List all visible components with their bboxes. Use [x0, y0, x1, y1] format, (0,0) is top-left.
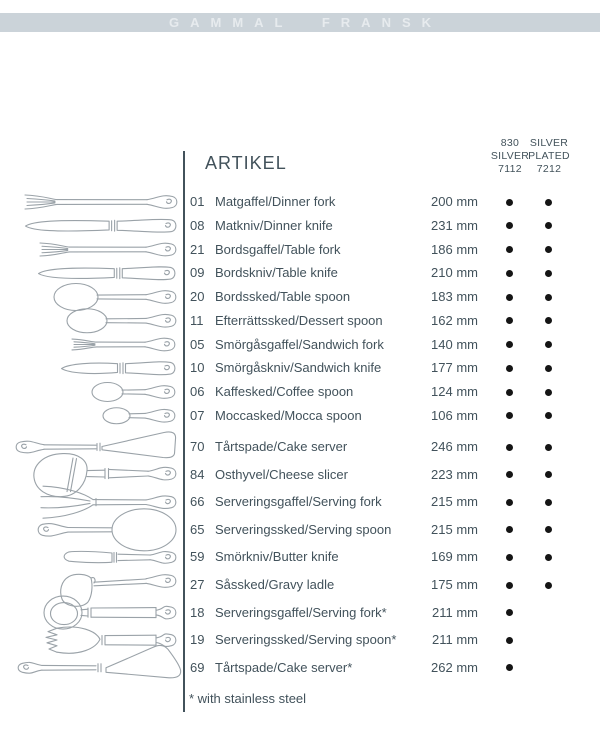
dot-silver-plated: [545, 246, 552, 253]
dot-silver-plated: [545, 471, 552, 478]
article-number: 19: [190, 632, 205, 648]
dot-silver-plated: [545, 412, 552, 419]
article-name: Bordssked/Table spoon: [215, 289, 351, 304]
article-length: 124 mm: [431, 384, 478, 399]
table-row: [190, 383, 590, 401]
article-number: 59: [190, 549, 205, 565]
dot-silver-plated: [545, 341, 552, 348]
column-header-line: 7112: [498, 163, 522, 175]
article-name: Bordsgaffel/Table fork: [215, 241, 341, 257]
dot-830-silver: [506, 412, 513, 419]
article-number: 18: [190, 604, 205, 620]
dot-silver-plated: [545, 526, 552, 533]
article-length: 177 mm: [431, 360, 478, 376]
column-header-line: 7212: [536, 163, 562, 175]
dot-830-silver: [506, 341, 513, 348]
dot-silver-plated: [545, 499, 552, 506]
article-name: Serveringssked/Serving spoon: [215, 521, 392, 537]
table-row: [190, 576, 590, 594]
article-length: 106 mm: [431, 407, 478, 423]
column-header-line: PLATED: [528, 150, 570, 162]
table-row: [190, 466, 590, 484]
table-row: [190, 336, 590, 354]
dot-silver-plated: [545, 222, 552, 229]
table-row: [190, 438, 590, 456]
article-length: 183 mm: [431, 289, 478, 304]
dot-830-silver: [506, 294, 513, 301]
article-number: 70: [190, 439, 205, 454]
dot-silver-plated: [545, 365, 552, 372]
column-header-line: SILVER: [490, 150, 530, 162]
article-length: 200 mm: [431, 194, 478, 209]
dot-830-silver: [506, 199, 513, 206]
table-row: [190, 659, 590, 677]
dot-830-silver: [506, 471, 513, 478]
dot-830-silver: [506, 526, 513, 533]
article-length: 223 mm: [431, 466, 478, 482]
article-number: 11: [190, 312, 204, 328]
dot-830-silver: [506, 637, 513, 644]
dot-830-silver: [506, 609, 513, 616]
dot-silver-plated: [545, 294, 552, 301]
article-length: 186 mm: [431, 241, 478, 257]
article-length: 246 mm: [431, 439, 478, 454]
table-row: [190, 548, 590, 566]
article-name: Serveringsgaffel/Serving fork*: [215, 604, 387, 620]
article-number: 09: [190, 265, 205, 281]
article-name: Tårtspade/Cake server: [215, 439, 348, 454]
table-row: [190, 631, 590, 649]
article-number: 08: [190, 217, 205, 233]
dot-silver-plated: [545, 444, 552, 451]
article-length: 215 mm: [431, 521, 478, 537]
table-row: [190, 241, 590, 259]
dot-silver-plated: [545, 270, 552, 277]
article-name: Såssked/Gravy ladle: [215, 577, 335, 592]
dot-830-silver: [506, 499, 513, 506]
pattern-name: GAMMAL FRANSK: [168, 15, 443, 30]
table-row: [190, 359, 590, 377]
dot-silver-plated: [545, 554, 552, 561]
table-row: [190, 493, 590, 511]
article-name: Bordskniv/Table knife: [215, 265, 338, 281]
article-name: Smörgåsgaffel/Sandwich fork: [215, 336, 384, 352]
article-name: Kaffesked/Coffee spoon: [215, 384, 354, 399]
article-length: 215 mm: [431, 494, 478, 510]
footnote: * with stainless steel: [189, 691, 307, 706]
dot-830-silver: [506, 365, 513, 372]
table-row: [190, 193, 590, 211]
dot-830-silver: [506, 444, 513, 451]
article-name: Smörkniv/Butter knife: [215, 549, 339, 565]
article-number: 07: [190, 407, 205, 423]
article-length: 262 mm: [431, 659, 478, 675]
table-row: [190, 407, 590, 425]
article-length: 211 mm: [432, 632, 478, 648]
dot-830-silver: [506, 554, 513, 561]
article-number: 06: [190, 384, 205, 399]
table-row: [190, 604, 590, 622]
article-number: 69: [190, 659, 205, 675]
article-name: Smörgåskniv/Sandwich knife: [215, 360, 382, 376]
article-number: 66: [190, 494, 205, 510]
article-length: 210 mm: [431, 265, 478, 281]
article-name: Matkniv/Dinner knife: [215, 217, 333, 233]
article-length: 140 mm: [431, 336, 478, 352]
column-header-line: 830: [500, 137, 520, 149]
article-name: Serveringssked/Serving spoon*: [215, 632, 397, 648]
dot-830-silver: [506, 270, 513, 277]
article-name: Osthyvel/Cheese slicer: [215, 466, 348, 482]
dot-830-silver: [506, 246, 513, 253]
dot-830-silver: [506, 389, 513, 396]
article-name: Tårtspade/Cake server*: [215, 659, 353, 675]
table-heading: ARTIKEL: [205, 153, 287, 173]
article-number: 20: [190, 289, 205, 304]
article-name: Efterrättssked/Dessert spoon: [215, 312, 383, 328]
table-row: [190, 521, 590, 539]
table-row: [190, 288, 590, 306]
article-number: 05: [190, 336, 205, 352]
article-name: Moccasked/Mocca spoon: [215, 407, 362, 423]
dot-830-silver: [506, 222, 513, 229]
dot-silver-plated: [545, 317, 552, 324]
article-number: 21: [190, 241, 205, 257]
article-name: Matgaffel/Dinner fork: [215, 194, 336, 209]
article-name: Serveringsgaffel/Serving fork: [215, 494, 382, 510]
dot-830-silver: [506, 317, 513, 324]
table-row: [190, 217, 590, 235]
article-length: 231 mm: [431, 217, 478, 233]
article-number: 65: [190, 521, 205, 537]
column-header-line: SILVER: [529, 137, 569, 149]
dot-silver-plated: [545, 582, 552, 589]
article-length: 211 mm: [432, 604, 478, 620]
article-number: 84: [190, 466, 205, 482]
table-row: [190, 264, 590, 282]
article-length: 169 mm: [431, 549, 478, 565]
dot-silver-plated: [545, 389, 552, 396]
article-number: 10: [190, 360, 205, 376]
dot-830-silver: [506, 664, 513, 671]
article-length: 162 mm: [431, 312, 478, 328]
article-number: 01: [190, 194, 205, 209]
dot-silver-plated: [545, 199, 552, 206]
article-number: 27: [190, 577, 205, 592]
table-row: [190, 312, 590, 330]
dot-830-silver: [506, 582, 513, 589]
article-length: 175 mm: [431, 577, 478, 592]
